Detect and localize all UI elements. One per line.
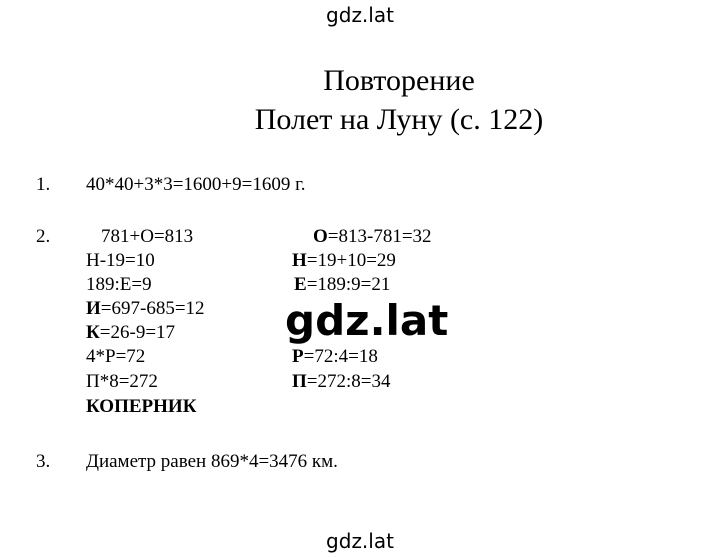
item-2-right-line: [294, 274, 390, 296]
item-2-right-line: [292, 371, 391, 393]
item-2-left-line: 4*Р=72: [86, 346, 146, 367]
item-2-left-line: 189:Е=9: [86, 274, 152, 295]
item-2-left-line: Н-19=10: [86, 250, 155, 271]
item-2-right-line: [292, 250, 396, 272]
item-2-number: 2.: [36, 226, 51, 247]
item-2-answer: КОПЕРНИК: [86, 396, 197, 417]
equation: =272:8=34: [306, 371, 391, 392]
watermark-center: gdz.lat: [285, 296, 449, 345]
page-subtitle: Полет на Луну (с. 122): [254, 103, 544, 136]
item-2-right-line: [292, 346, 378, 368]
letter-r: Р: [292, 346, 304, 367]
letter-o: О: [313, 226, 328, 247]
item-1-text: 40*40+3*3=1600+9=1609 г.: [86, 174, 306, 195]
letter-e: Е: [294, 274, 307, 295]
equation: =72:4=18: [303, 346, 378, 367]
letter-i: И: [86, 298, 101, 319]
page-title: Повторение: [323, 64, 475, 97]
equation: =26-9=17: [99, 322, 176, 343]
equation: =697-685=12: [100, 298, 205, 319]
watermark-top: gdz.lat: [326, 3, 394, 27]
item-2-solo-line: [86, 322, 175, 344]
item-2-solo-line: [86, 298, 205, 320]
letter-k: К: [86, 322, 100, 343]
item-3-number: 3.: [36, 451, 51, 472]
letter-n: Н: [292, 250, 307, 271]
item-2-left-line: 781+О=813: [101, 226, 194, 247]
watermark-bottom: gdz.lat: [326, 529, 394, 553]
item-1-number: 1.: [36, 174, 51, 195]
letter-p: П: [292, 371, 307, 392]
equation: =189:9=21: [306, 274, 391, 295]
item-2-right-line: [313, 226, 432, 248]
equation: =19+10=29: [306, 250, 396, 271]
item-3-text: Диаметр равен 869*4=3476 км.: [86, 451, 338, 472]
item-2-left-line: П*8=272: [86, 371, 158, 392]
equation: =813-781=32: [327, 226, 432, 247]
